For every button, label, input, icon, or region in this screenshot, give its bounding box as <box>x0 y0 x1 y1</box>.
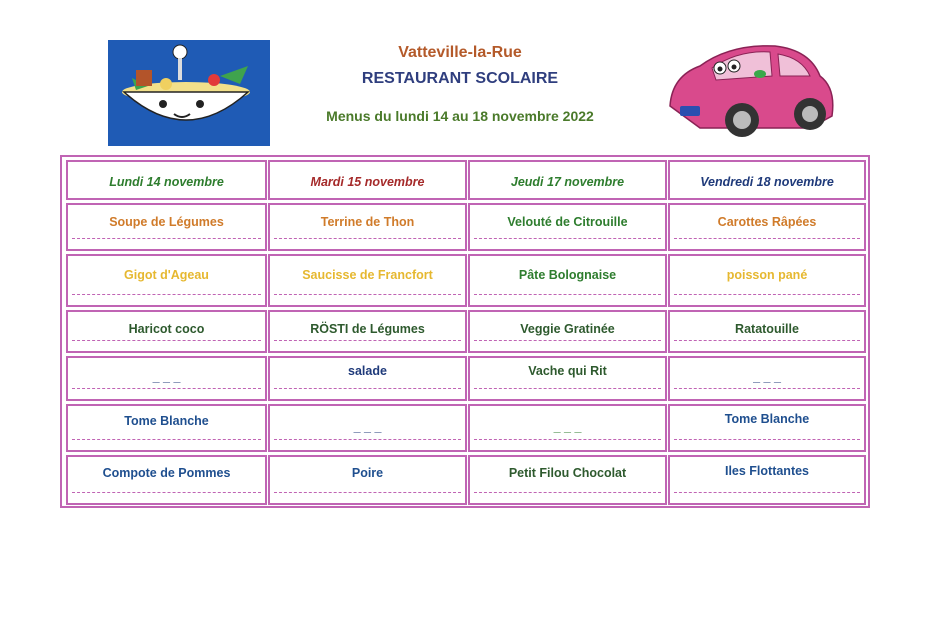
menu-cell <box>668 254 866 307</box>
menu-cell <box>66 404 267 452</box>
menu-cell <box>468 203 667 251</box>
dish-label: Pâte Bolognaise <box>518 268 617 282</box>
menu-cell <box>66 254 267 307</box>
day-header-tuesday <box>268 160 467 200</box>
menu-cell <box>66 455 267 505</box>
menu-table <box>60 155 870 508</box>
day-label: Vendredi 18 novembre <box>700 175 834 189</box>
menu-cell <box>668 356 866 401</box>
day-header-monday <box>66 160 267 200</box>
dish-label: Soupe de Légumes <box>109 215 224 229</box>
dish-label: Veggie Gratinée <box>520 322 615 336</box>
dish-label: salade <box>348 364 387 378</box>
dish-label: Tome Blanche <box>124 414 209 428</box>
dish-label: _ _ _ <box>353 420 382 434</box>
menu-cell <box>268 254 467 307</box>
dish-label: Saucisse de Francfort <box>302 268 433 282</box>
dish-label: _ _ _ <box>553 420 582 434</box>
dish-label: Gigot d'Ageau <box>124 268 209 282</box>
dish-label: poisson pané <box>726 268 808 282</box>
page-title: RESTAURANT SCOLAIRE <box>361 70 559 87</box>
day-label: Mardi 15 novembre <box>310 175 425 189</box>
menu-cell <box>668 310 866 353</box>
menu-cell <box>268 404 467 452</box>
menu-cell <box>668 203 866 251</box>
dish-label: Terrine de Thon <box>320 215 415 229</box>
dish-label: Vache qui Rit <box>528 364 607 378</box>
menu-cell <box>66 356 267 401</box>
dish-label: Ratatouille <box>735 322 799 336</box>
dish-label: Iles Flottantes <box>724 464 810 478</box>
menu-cell <box>468 455 667 505</box>
salad-bowl-logo <box>108 40 270 146</box>
menu-cell <box>468 254 667 307</box>
menu-cell <box>468 310 667 353</box>
dish-label: RÖSTI de Légumes <box>310 322 425 336</box>
day-label: Lundi 14 novembre <box>109 175 224 189</box>
dish-label: Velouté de Citrouille <box>507 215 628 229</box>
menu-cell <box>668 404 866 452</box>
day-header-thursday <box>468 160 667 200</box>
dish-label: Compote de Pommes <box>102 466 231 480</box>
menu-cell <box>468 356 667 401</box>
day-label: Jeudi 17 novembre <box>510 175 625 189</box>
pink-car-illustration <box>660 36 840 146</box>
day-header-friday <box>668 160 866 200</box>
menu-cell <box>268 203 467 251</box>
menu-cell <box>66 310 267 353</box>
menu-cell <box>468 404 667 452</box>
menu-cell <box>268 310 467 353</box>
menu-cell <box>66 203 267 251</box>
dish-label: Poire <box>351 466 384 480</box>
town-name: Vatteville-la-Rue <box>398 44 522 61</box>
dish-label: _ _ _ <box>152 370 181 384</box>
dish-label: Petit Filou Chocolat <box>508 466 627 480</box>
dish-label: Haricot coco <box>128 322 205 336</box>
dish-label: Carottes Râpées <box>717 215 817 229</box>
menu-cell <box>268 455 467 505</box>
menu-cell <box>268 356 467 401</box>
dish-label: Tome Blanche <box>724 412 810 426</box>
menu-period-subtitle: Menus du lundi 14 au 18 novembre 2022 <box>326 108 594 124</box>
menu-cell <box>668 455 866 505</box>
dish-label: _ _ _ <box>753 370 781 384</box>
